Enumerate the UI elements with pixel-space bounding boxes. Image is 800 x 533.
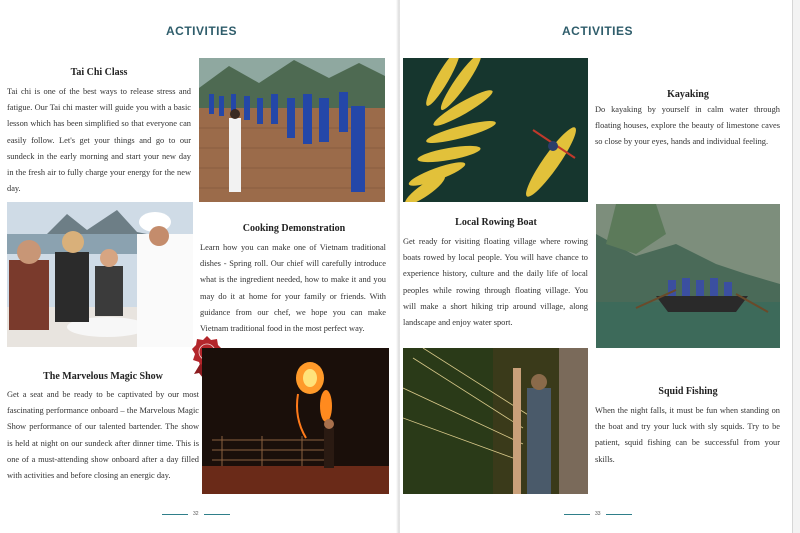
tai-chi-photo (199, 58, 385, 202)
footer-line-right (606, 514, 632, 515)
tai-chi-title: Tai Chi Class (70, 67, 128, 78)
squid-fishing-text: When the night falls, it must be fun when standing on the boat and try your luck with sly squids. Try to be patient, squid fishing can be successful from your skills. (595, 406, 780, 464)
right-page (400, 0, 792, 533)
right-page-heading: ACTIVITIES (562, 24, 634, 38)
page-edge (792, 0, 800, 533)
right-page-footer (564, 511, 632, 517)
cooking-photo (7, 202, 193, 347)
right-page-number: 33 (595, 511, 601, 517)
magic-show-title: The Marvelous Magic Show (43, 371, 163, 382)
footer-line-left (564, 514, 590, 515)
rowing-title: Local Rowing Boat (455, 217, 537, 228)
magic-show-text: Get a seat and be ready to be captivated by our most fascinating performance onboard – the Marvelous Magic Show performance of our talented bartender. The show is held at night on our sundeck after dinner time. This is one of a must-attending show onboard after a day filled with activities and before closing an energic day. (7, 390, 199, 481)
squid-fishing-photo (403, 348, 588, 494)
kayaking-photo (403, 58, 588, 202)
left-page (0, 0, 398, 533)
left-page-footer (162, 511, 230, 517)
squid-fishing-title: Squid Fishing (658, 386, 718, 397)
cooking-text: Learn how you can make one of Vietnam traditional dishes - Spring roll. Our chief will carefully introduce what is the ingredient needed, how to make it and you may do it at home for your family or friends. With guidance from our chef, we hope you can make Vietnam traditional food in the most perfect way. (200, 243, 386, 334)
rowing-text: Get ready for visiting floating village where rowing boats rowed by local people. You will have chance to experience history, culture and the daily life of local peoples while rowing through floating village. You will make a short hiking trip around village, along landscape and enjoy water sport. (403, 237, 588, 328)
kayaking-text: Do kayaking by yourself in calm water through floating houses, explore the beauty of limestone caves so close by your eyes, hands and individual feeling. (595, 105, 780, 147)
cooking-title: Cooking Demonstration (242, 223, 346, 234)
magic-show-photo (202, 348, 389, 494)
footer-line-left (162, 514, 188, 515)
rowing-photo (596, 204, 780, 348)
left-page-number: 32 (193, 511, 199, 517)
kayaking-title: Kayaking (667, 89, 709, 100)
footer-line-right (204, 514, 230, 515)
left-page-heading: ACTIVITIES (166, 24, 238, 38)
tai-chi-text: Tai chi is one of the best ways to release stress and fatigue. Our Tai chi master will guide you with a basic lesson which has been simplified so that everyone can easily follow. Let's get your things and go to our sundeck in the early morning and start your new day in the fresh air to fully charge your energy for the new day. (7, 87, 191, 194)
